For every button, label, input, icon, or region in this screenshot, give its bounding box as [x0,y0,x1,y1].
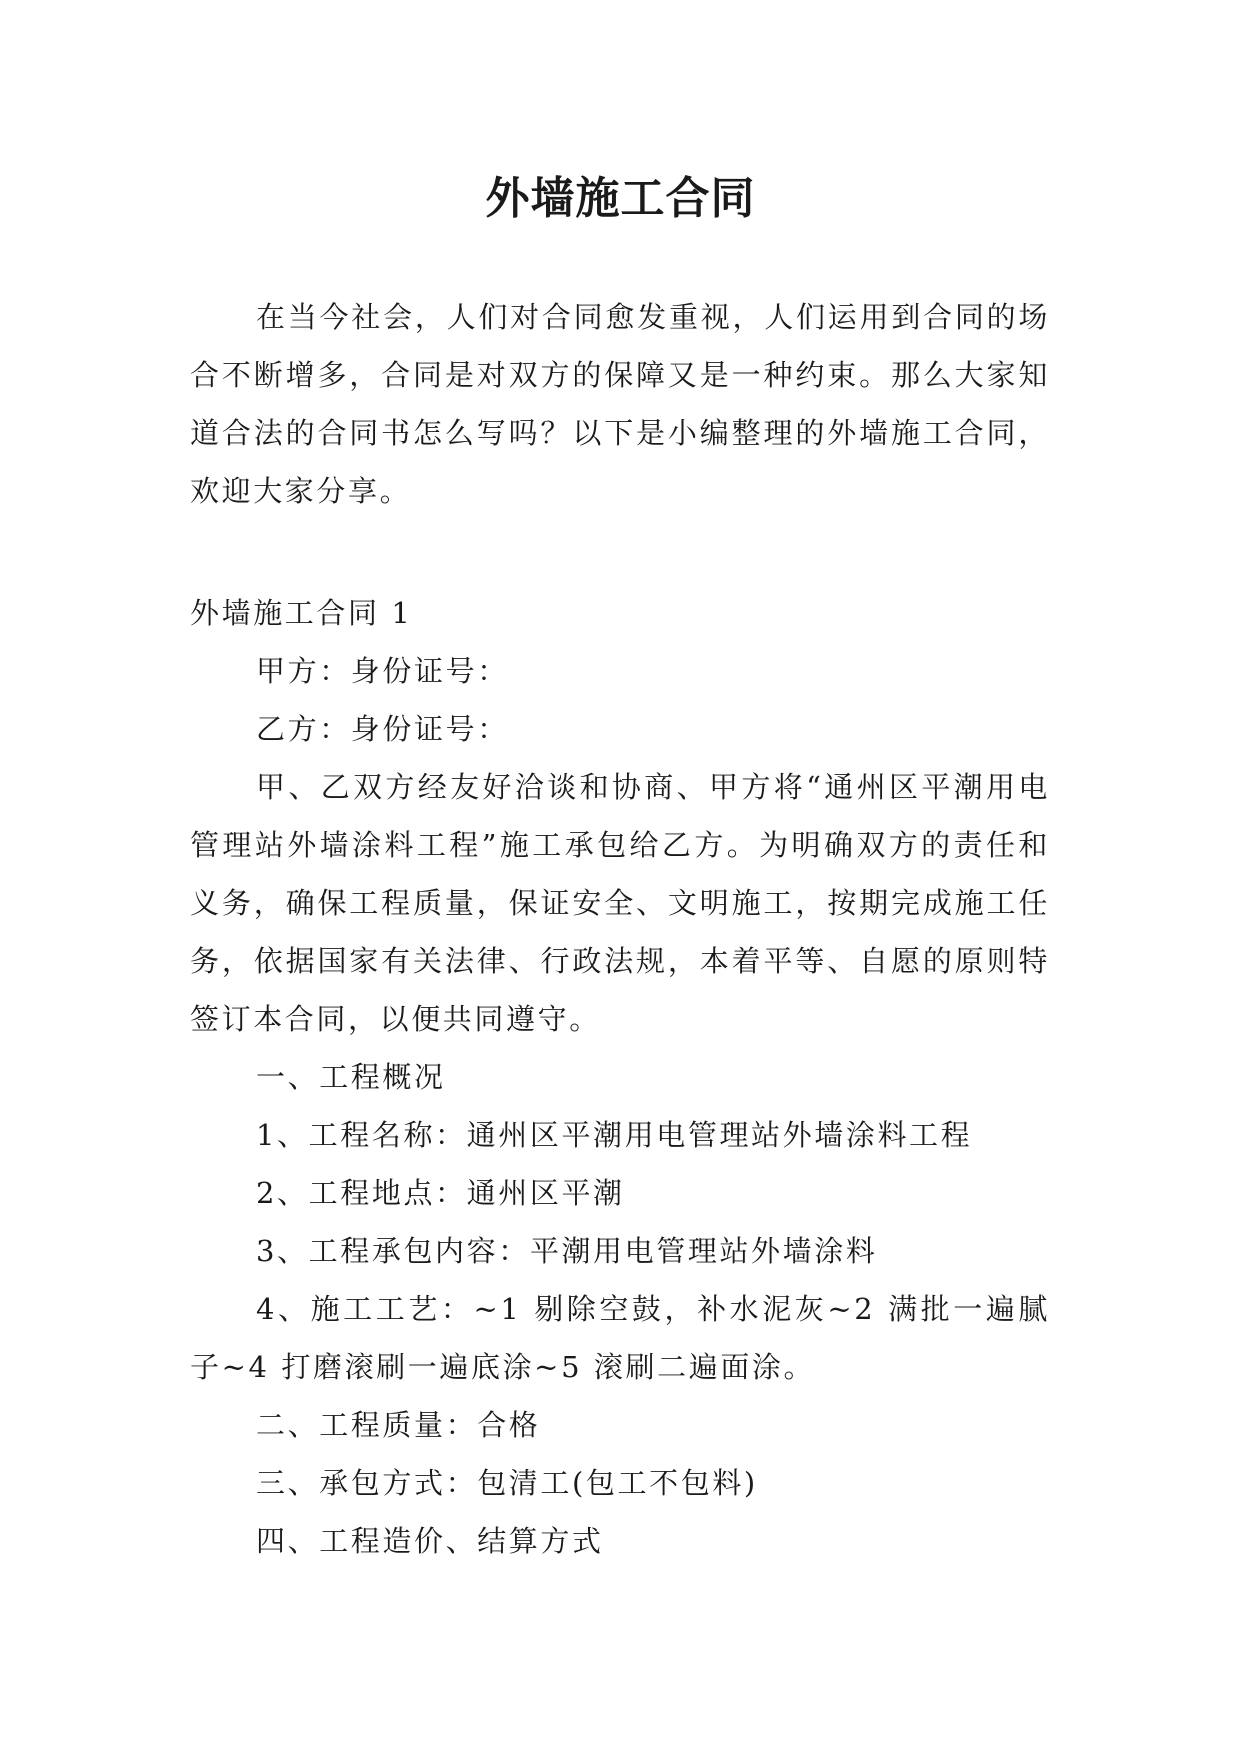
clause-cost-settlement: 四、工程造价、结算方式 [256,1524,604,1558]
preamble-paragraph: 甲、乙双方经友好洽谈和协商、甲方将“通州区平潮用电管理站外墙涂料工程”施工承包给乙方。为明确双方的责任和义务，确保工程质量，保证安全、文明施工，按期完成施工任务，依据国家有关法律、行政法规，本着平等、自愿的原则特签订本合同，以便共同遵守。 [190,770,1050,1036]
clause-project-overview: 一、工程概况 [256,1060,446,1094]
clause-project-location: 2、工程地点：通州区平潮 [256,1176,625,1210]
clause-quality: 二、工程质量：合格 [256,1408,541,1442]
section-heading: 外墙施工合同 1 [190,596,413,630]
clause-project-scope: 3、工程承包内容：平潮用电管理站外墙涂料 [256,1234,878,1268]
clause-contract-method: 三、承包方式：包清工(包工不包料) [256,1466,758,1500]
contract-body [190,584,1050,1570]
clause-construction-process: 4、施工工艺：~1 剔除空鼓，补水泥灰~2 满批一遍腻子~4 打磨滚刷一遍底涂~5 滚刷二遍面涂。 [190,1292,1050,1384]
party-a-line: 甲方：身份证号： [256,654,509,688]
party-b-line: 乙方：身份证号： [256,712,509,746]
clause-project-name: 1、工程名称：通州区平潮用电管理站外墙涂料工程 [256,1118,973,1152]
intro-paragraph: 在当今社会，人们对合同愈发重视，人们运用到合同的场合不断增多，合同是对双方的保障又是一种约束。那么大家知道合法的合同书怎么写吗？以下是小编整理的外墙施工合同，欢迎大家分享。 [190,300,1050,508]
document-title: 外墙施工合同 [485,173,756,225]
